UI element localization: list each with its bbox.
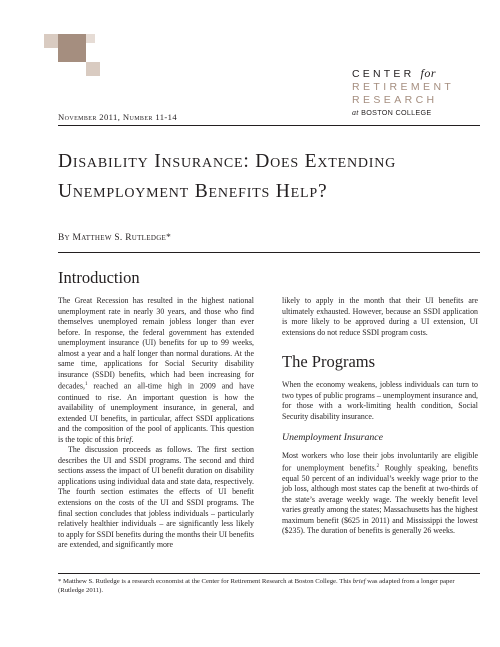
author-byline: By Matthew S. Rutledge* (58, 233, 172, 243)
issue-date: November 2011, Number 11-14 (58, 112, 178, 122)
page-title (58, 147, 478, 207)
ui-subheading: Unemployment Insurance (282, 432, 383, 443)
crr-logo (352, 66, 482, 117)
logo-retirement: RETIREMENT (352, 81, 455, 93)
intro-heading: Introduction (58, 268, 140, 287)
logo-research: RESEARCH (352, 94, 438, 106)
programs-paragraph-1: When the economy weakens, jobless individuals can turn to two types of public programs – unemployment insurance and, for those with a work-limiting health condition, Social Security disability insurance. (282, 380, 478, 421)
decorative-square-large (58, 34, 86, 62)
programs-paragraph-2: Most workers who lose their jobs involuntarily are eligible for unemployment benefits.$^2$ Roughly speaking, benefits equal 50 percent of an individual’s weekly wage prior to the job loss, although most states cap the benefit at two-thirds of the state’s average weekly wage. The weekly benefit level varies greatly among the states; Massachusetts has the highest maximum benefit ($625 in 2011) and Mississippi the lowest ($235). The duration of benefits is generally 26 weeks. (282, 451, 478, 536)
decorative-square-tiny (86, 34, 95, 43)
title-line-1: Disability Insurance: Does Extending (58, 151, 397, 172)
footnote-ref-1: 1 (84, 382, 88, 388)
title-line-2: Unemployment Benefits Help? (58, 181, 328, 202)
author-divider (58, 252, 480, 253)
logo-center: CENTER (352, 68, 415, 80)
footnote-ref-2: 2 (376, 463, 380, 469)
intro-paragraph-2: The discussion proceeds as follows. The first section describes the UI and SSDI programs. The second and third sections assess the impact of UI benefit duration on disability applications using individual data and state data, respectively. The fourth section estimates the effects of UI benefit extensions on the costs of the UI and SSDI programs. The final section concludes that jobless individuals – particularly relatively healthier individuals – are significantly less likely to apply for SSDI benefits during the months their UI benefits are extended, and significantly more (58, 445, 254, 550)
left-column (58, 296, 254, 551)
programs-heading: The Programs (282, 352, 376, 371)
header-divider (58, 125, 480, 126)
logo-for: for (420, 66, 437, 80)
decorative-square-small (86, 62, 100, 76)
intro-paragraph-1: The Great Recession has resulted in the highest national unemployment rate in nearly 30 years, and those who find themselves unemployed remain jobless longer than ever before. In response, the federal government has extended unemployment insurance (UI) benefits for up to 99 weeks, almost a year and a half longer than normal durations. At the same time, applications for Social Security disability insurance (SSDI) benefits, which had been increasing for decades,$^1$ reached an all-time high in 2009 and have continued to rise. An important question is how the availability of unemployment insurance, in general, and extended UI benefits, in particular, affect SSDI applications and the composition of the pool of applicants. This question is the topic of this brief. (58, 296, 254, 444)
author-footnote: * Matthew S. Rutledge is a research economist at the Center for Retirement Research at Boston College. This brief was adapted from a longer paper (Rutledge 2011). (58, 578, 455, 594)
intro-paragraph-3: likely to apply in the month that their UI benefits are ultimately exhausted. However, because an SSDI application is more likely to be approved during a UI extension, UI extensions do not reduce SSDI program costs. (282, 296, 478, 337)
logo-at: at (352, 108, 359, 117)
logo-boston-college: BOSTON COLLEGE (361, 108, 432, 117)
decorative-square-small (44, 34, 58, 48)
right-column (282, 296, 478, 338)
footnote-divider (58, 573, 480, 574)
